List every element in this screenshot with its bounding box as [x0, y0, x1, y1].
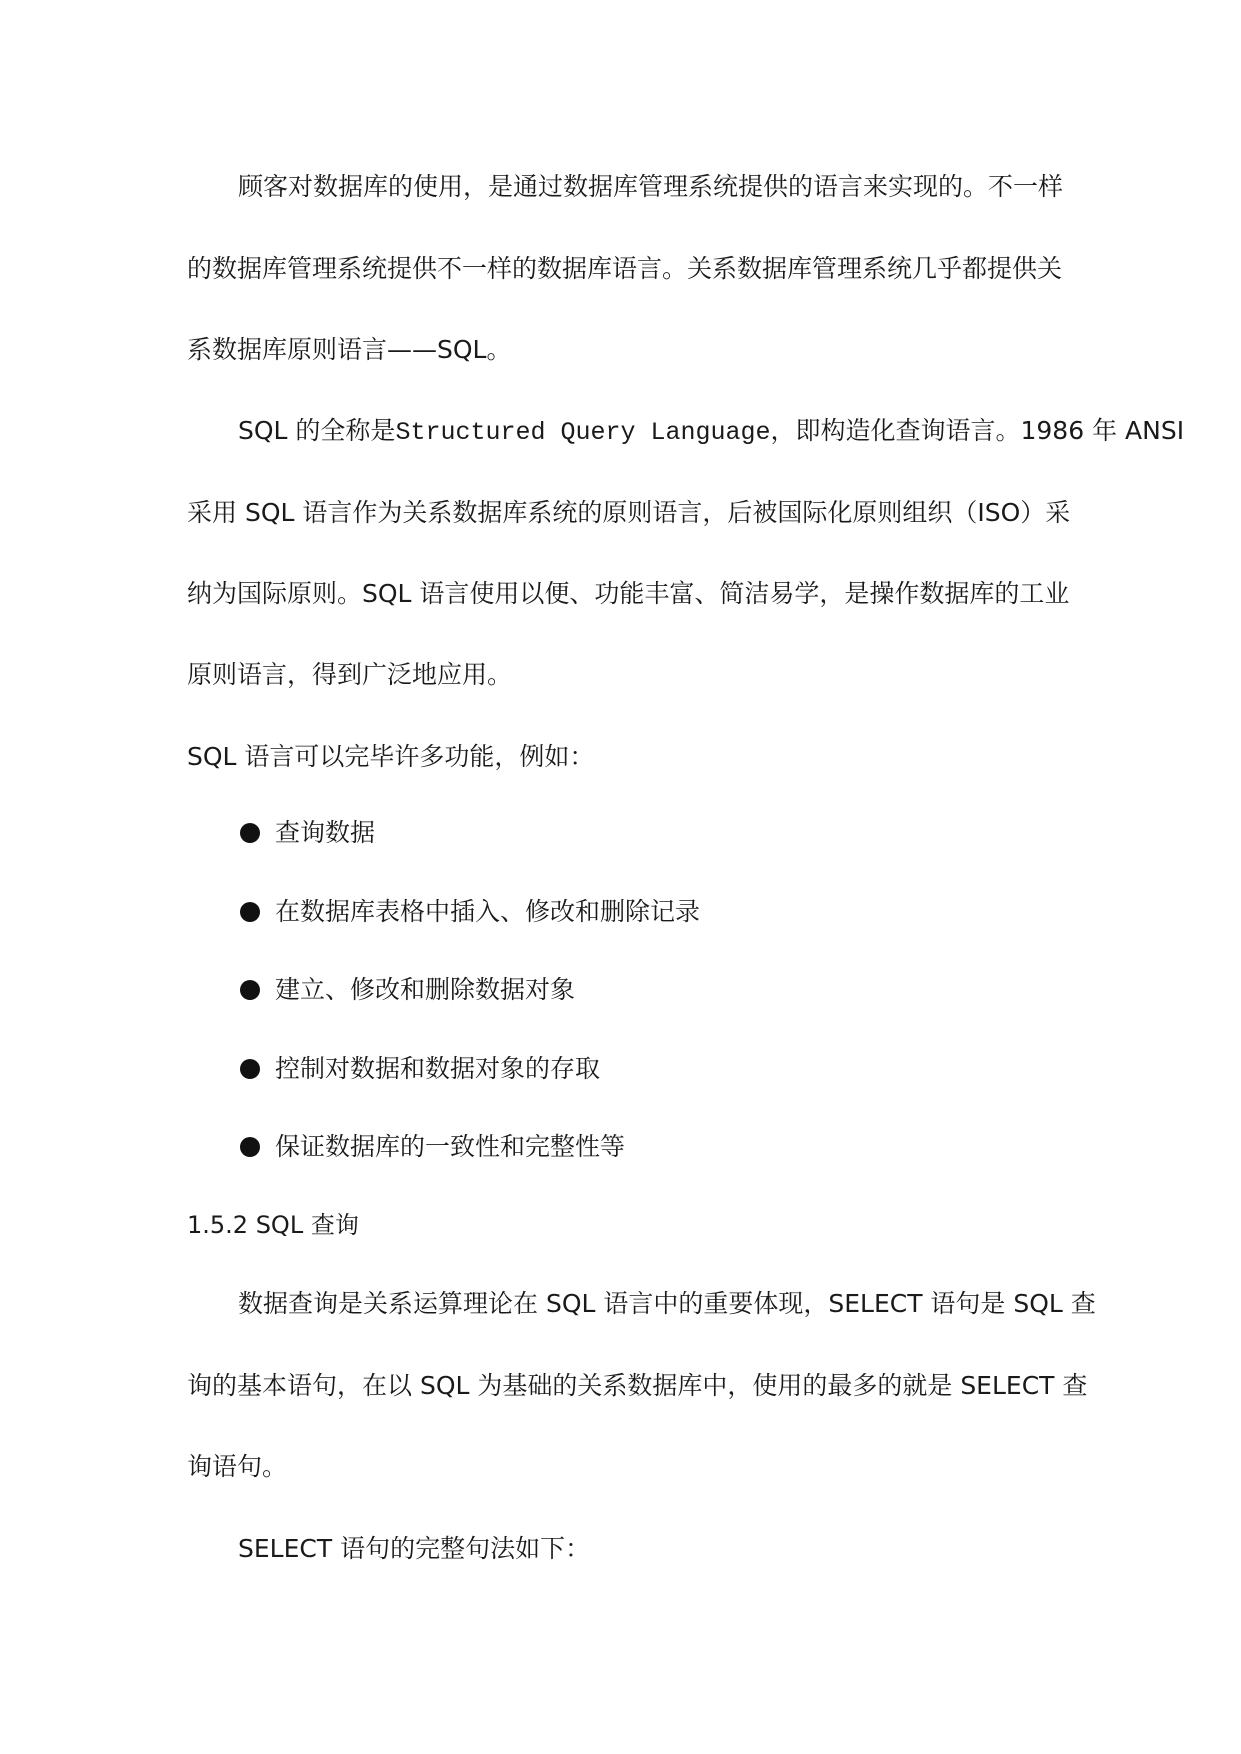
paragraph-4-line-2: 询的基本语句，在以 SQL 为基础的关系数据库中，使用的最多的就是 SELECT 查 [187, 1371, 1088, 1400]
paragraph-2-line-3: 纳为国际原则。SQL 语言使用以便、功能丰富、简洁易学，是操作数据库的工业 [187, 579, 1070, 608]
section-heading: 1.5.2 SQL 查询 [187, 1211, 359, 1239]
bullet-item-4: 控制对数据和数据对象的存取 [275, 1054, 601, 1083]
bullet-dot-icon [240, 1059, 260, 1079]
paragraph-2-line-2: 采用 SQL 语言作为关系数据库系统的原则语言，后被国际化原则组织（ISO）采 [187, 498, 1071, 527]
paragraph-2-line-1-prefix: SQL 的全称是 [238, 416, 396, 445]
paragraph-4-line-1: 数据查询是关系运算理论在 SQL 语言中的重要体现，SELECT 语句是 SQL 查 [238, 1289, 1096, 1318]
bullet-dot-icon [240, 823, 260, 843]
paragraph-1-line-3: 系数据库原则语言——SQL。 [187, 335, 512, 364]
paragraph-3: SQL 语言可以完毕许多功能，例如： [187, 742, 595, 771]
paragraph-4-line-3: 询语句。 [187, 1452, 288, 1481]
structured-query-language-term: Structured Query Language [395, 418, 771, 447]
paragraph-2-line-4: 原则语言，得到广泛地应用。 [187, 660, 513, 689]
paragraph-5: SELECT 语句的完整句法如下： [238, 1534, 591, 1563]
paragraph-1-line-2: 的数据库管理系统提供不一样的数据库语言。关系数据库管理系统几乎都提供关 [187, 254, 1063, 283]
paragraph-2-line-1-suffix: ，即构造化查询语言。1986 年 ANSI [770, 416, 1185, 445]
bullet-dot-icon [240, 980, 260, 1000]
paragraph-2-line-1 [238, 414, 1184, 448]
bullet-dot-icon [240, 1137, 260, 1157]
bullet-item-1: 查询数据 [275, 818, 376, 847]
bullet-item-5: 保证数据库的一致性和完整性等 [275, 1132, 626, 1161]
paragraph-1-line-1: 顾客对数据库的使用，是通过数据库管理系统提供的语言来实现的。不一样 [238, 172, 1064, 201]
bullet-dot-icon [240, 902, 260, 922]
bullet-item-2: 在数据库表格中插入、修改和删除记录 [275, 897, 701, 926]
bullet-item-3: 建立、修改和删除数据对象 [275, 975, 576, 1004]
